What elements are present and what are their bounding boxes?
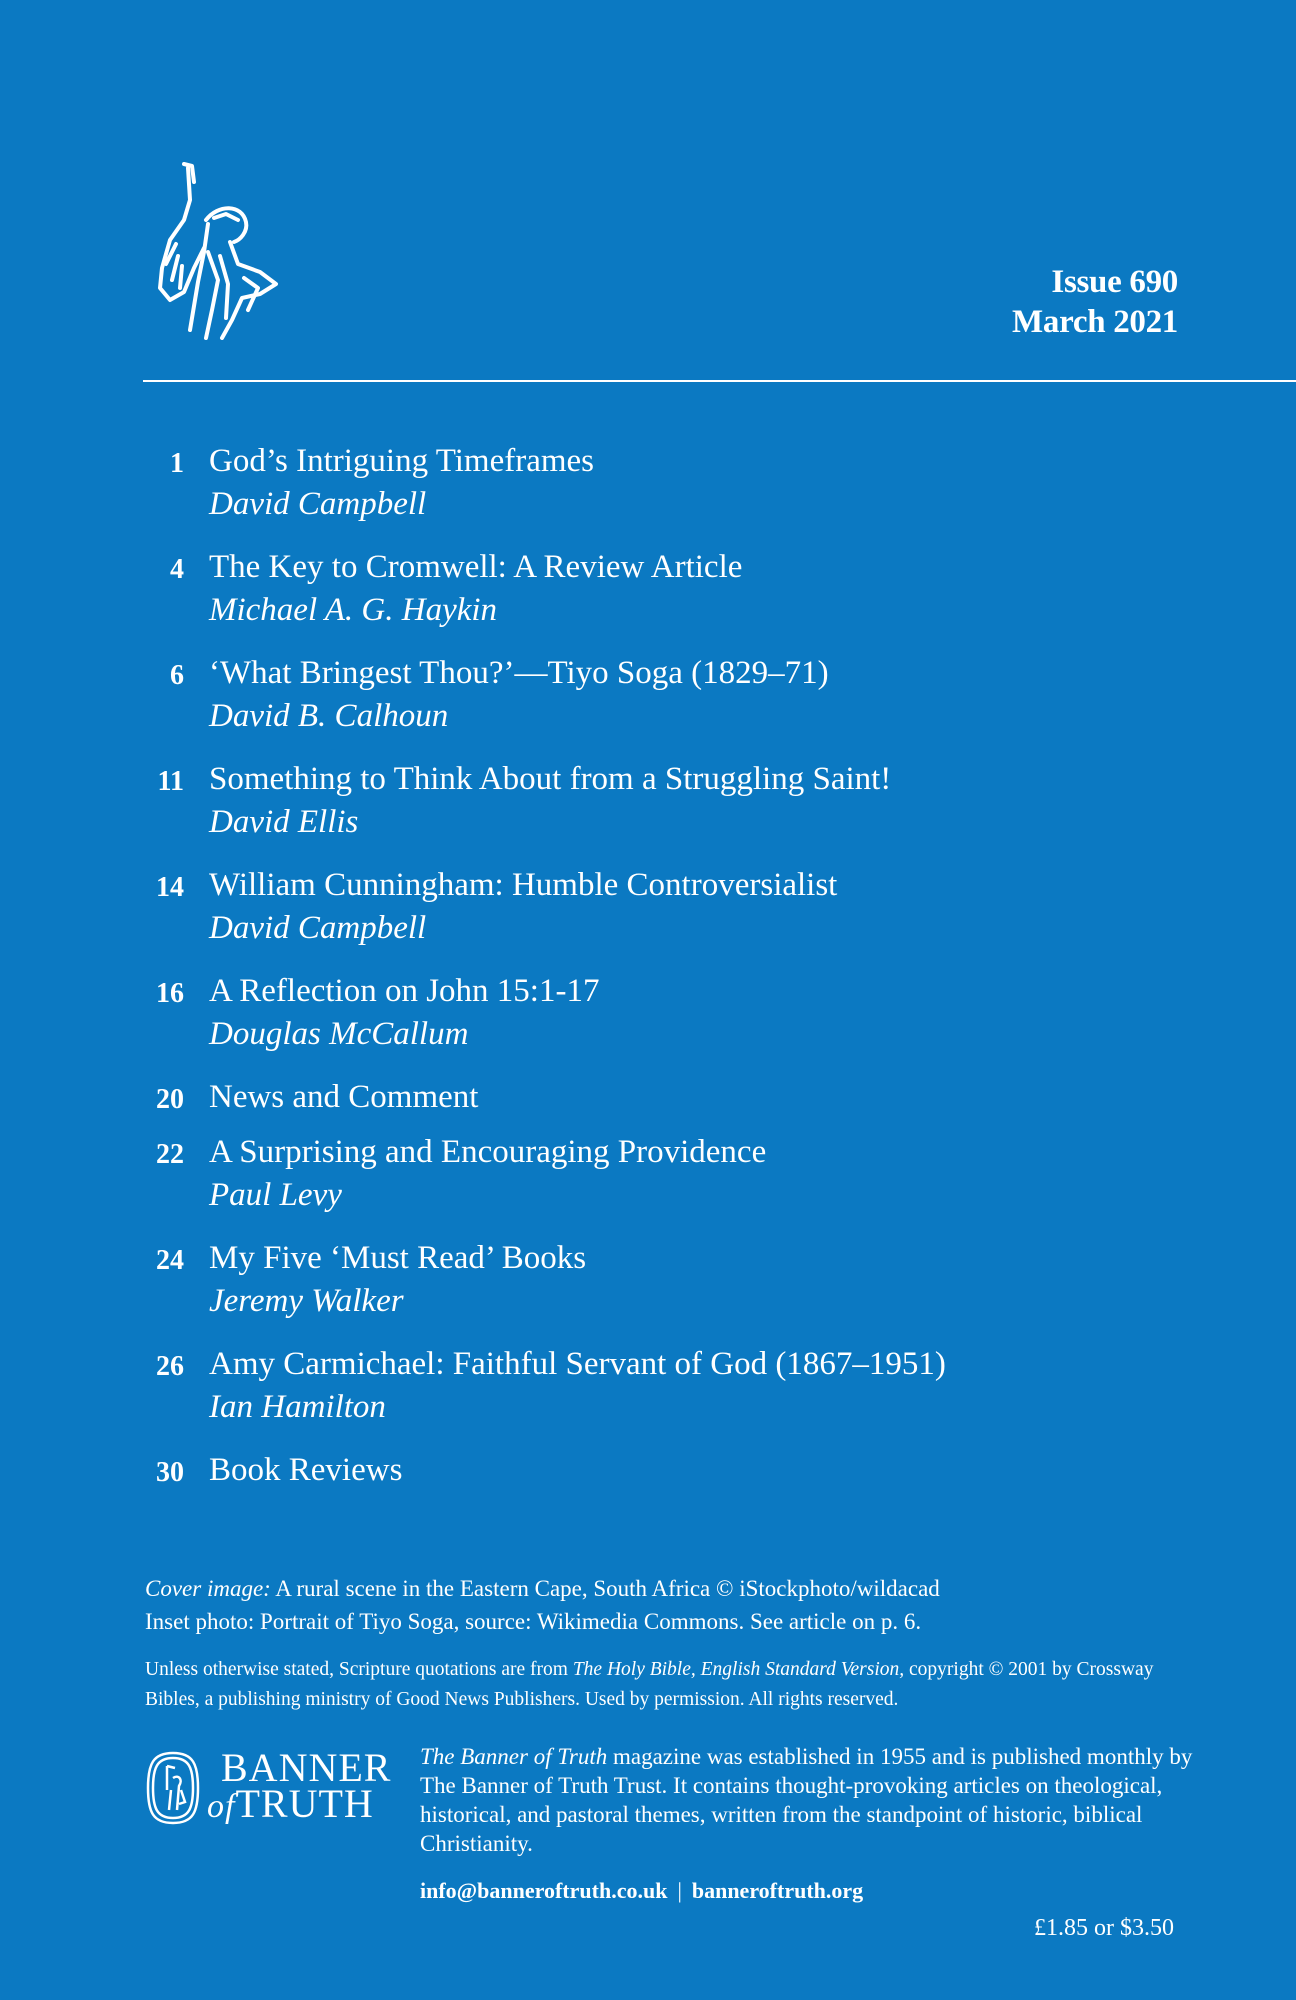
toc-author: David Ellis	[209, 804, 359, 840]
logo-word-truth-line	[207, 1781, 374, 1827]
toc-author: Jeremy Walker	[209, 1283, 404, 1319]
toc-entry	[140, 1076, 1240, 1121]
toc-page-number: 26	[156, 1351, 184, 1382]
issue-number: Issue 690	[1051, 264, 1178, 300]
toc-page-number: 22	[156, 1139, 184, 1170]
toc-entry	[140, 1449, 1240, 1494]
logo-word-banner: BANNER	[221, 1745, 392, 1790]
magazine-name: The Banner of Truth	[420, 1744, 608, 1769]
toc-page-number: 1	[170, 448, 184, 479]
toc-entry	[140, 652, 1240, 738]
toc-title: My Five ‘Must Read’ Books	[209, 1240, 587, 1276]
toc-author: David B. Calhoun	[209, 698, 449, 734]
cover-text: A rural scene in the Eastern Cape, South Africa © iStockphoto/wildacad	[270, 1576, 940, 1601]
toc-title: William Cunningham: Humble Controversialist	[209, 867, 838, 903]
about-text	[420, 1742, 1200, 1858]
toc-title: The Key to Cromwell: A Review Article	[209, 549, 743, 585]
toc-page-number: 24	[156, 1245, 184, 1276]
toc-page-number: 11	[157, 766, 184, 797]
toc-page-number: 14	[156, 872, 184, 903]
banner-of-truth-logo	[145, 1745, 395, 1828]
toc-title: Something to Think About from a Struggling Saint!	[209, 761, 892, 797]
toc-title: A Surprising and Encouraging Providence	[209, 1134, 767, 1170]
price: £1.85 or $3.50	[1034, 1915, 1174, 1941]
toc-page-number: 30	[156, 1457, 184, 1488]
about-body: magazine was established in 1955 and is published monthly by The Banner of Truth Trust. It contains thought-provoking articles on theological, historical, and pastoral themes, written from the standpoint of historic, biblical Christianity.	[420, 1744, 1193, 1856]
toc-page-number: 6	[170, 660, 184, 691]
toc-author: David Campbell	[209, 486, 427, 522]
toc-entry	[140, 1343, 1240, 1429]
toc-author: Douglas McCallum	[209, 1016, 469, 1052]
toc-title: Book Reviews	[209, 1452, 403, 1488]
table-of-contents	[140, 440, 1240, 1504]
toc-title: Amy Carmichael: Faithful Servant of God (1867–1951)	[209, 1346, 946, 1382]
cover-label: Cover image:	[145, 1576, 271, 1601]
toc-title: God’s Intriguing Timeframes	[209, 443, 594, 479]
image-credits	[145, 1572, 1205, 1638]
logo-word-truth: TRUTH	[235, 1781, 374, 1826]
toc-entry	[140, 970, 1240, 1056]
inset-credit: Inset photo: Portrait of Tiyo Soga, source: Wikimedia Commons. See article on p. 6.	[145, 1609, 922, 1634]
banner-of-truth-seal-icon	[145, 1750, 201, 1826]
toc-page-number: 16	[156, 978, 184, 1009]
issue-info	[1012, 262, 1178, 342]
toc-title: News and Comment	[209, 1079, 479, 1115]
contact-line	[420, 1878, 863, 1904]
toc-title: ‘What Bringest Thou?’—Tiyo Soga (1829–71)	[209, 655, 829, 691]
header-divider	[143, 380, 1296, 382]
toc-entry	[140, 1131, 1240, 1217]
toc-entry	[140, 864, 1240, 950]
toc-entry	[140, 1237, 1240, 1323]
bible-title: The Holy Bible, English Standard Version,	[572, 1659, 905, 1680]
standard-bearer-icon	[148, 160, 298, 340]
toc-author: Paul Levy	[209, 1177, 342, 1213]
logo-word-of: of	[207, 1788, 236, 1825]
cover-credit	[145, 1572, 1205, 1605]
toc-entry	[140, 546, 1240, 632]
scripture-prefix: Unless otherwise stated, Scripture quotations are from	[145, 1659, 573, 1680]
toc-entry	[140, 758, 1240, 844]
email-link[interactable]: info@banneroftruth.co.uk	[420, 1878, 668, 1903]
toc-author: David Campbell	[209, 910, 427, 946]
toc-author: Michael A. G. Haykin	[209, 592, 498, 628]
toc-title: A Reflection on John 15:1-17	[209, 973, 600, 1009]
issue-date: March 2021	[1012, 304, 1178, 340]
contact-separator: |	[677, 1878, 682, 1903]
toc-entry	[140, 440, 1240, 526]
toc-page-number: 4	[170, 554, 184, 585]
scripture-notice	[145, 1655, 1205, 1715]
website-link[interactable]: banneroftruth.org	[691, 1878, 864, 1903]
scripture-suffix: copyright © 2001 by Crossway Bibles, a publishing ministry of Good News Publishers. Used by permission. All rights reserved.	[145, 1659, 1154, 1710]
toc-page-number: 20	[156, 1084, 184, 1115]
toc-author: Ian Hamilton	[209, 1389, 386, 1425]
